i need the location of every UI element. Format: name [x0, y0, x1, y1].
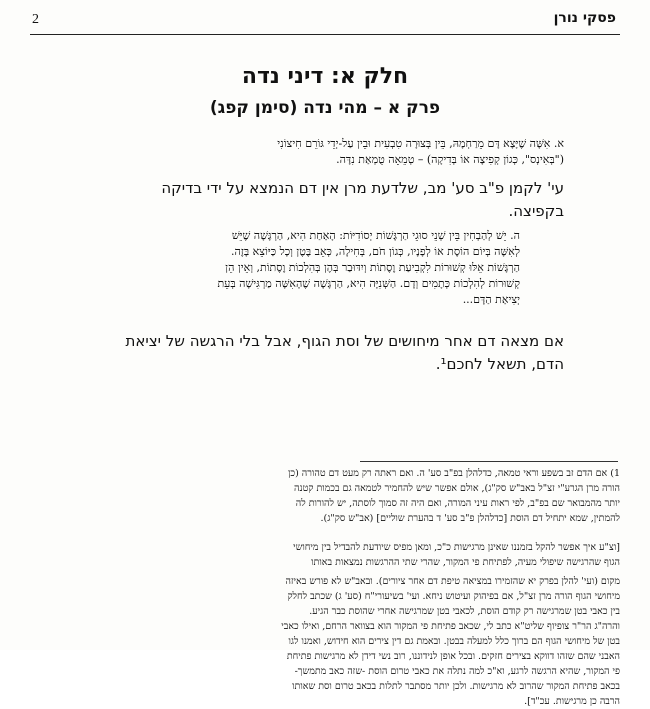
- footnote-line: פי המקור, שהיא הרגשה לרגע, וא"כ למה נתלה את כאבי טרום הוסת -שזה כאב מתמשך-: [294, 666, 620, 677]
- commentary-paragraph-2: [40, 330, 564, 376]
- body-line: אם מצאה דם אחר מיחושים של וסת הגוף, אבל בלי הרגשה של יציאת: [125, 332, 564, 350]
- part-title: חלק א: דיני נדה: [241, 64, 409, 89]
- quote-line: הַרְגָּשׁוֹת אֵלּוּ קְשׁוּרוֹת לִקְבִיעַת וֶסֶתוֹת וְיִדּוּבַר בְּהֶן בְּהִלְכוֹת וֶסֶתוֹת, וְאֵין הֵן: [225, 261, 520, 274]
- chapter-title: פרק א – מהי נדה (סימן קפג): [209, 98, 441, 118]
- footnote-line: הרבה כן מרגישות. עכ"ד].: [524, 696, 620, 707]
- footnote-line: מקום (ועי' להלן בפרק יא שהזמירו במציאה טיפת דם אחר ציורים). ובאב"ש לא פורש באיזה: [285, 576, 620, 587]
- body-line: הדם, תשאל לחכם¹.: [435, 355, 564, 373]
- commentary-paragraph-1: [40, 177, 564, 223]
- footnote-line: הגוף שהרגישה שיפולי מעיה, לפתיחת פי המקור, שהרי שתי ההרגשות נמצאות באותו: [311, 557, 620, 568]
- running-header: [30, 8, 620, 35]
- running-title: פסקי נורן: [553, 10, 616, 26]
- footnote-line: בטן של מיחושי הגוף הם ברוך כלל למעלה בבטן. ובאמת גם דין צירים הוא חידוש, ואמנו לגו: [288, 636, 620, 647]
- quote-line: ("בְּאִינְס", כְּגוֹן קְפִיצָה אוֹ בְּדִיקָה) – טְמֵאָה טֻמְאַת נִדָּה.: [336, 153, 564, 166]
- footnote-line: והרה"ג הר"ר צופיוף שליט"א כתב לי, שכאב פתיחת פי המקור הוא בצוואר הרחם, ואילו כאבי: [281, 621, 620, 632]
- body-line: בקפיצה.: [508, 202, 564, 220]
- quote-line: ה. יֵשׁ לְהַבְחִין בֵּין שְׁנֵי סוּגֵי הַרְגָּשׁוֹת יְסוֹדִיּוֹת: הָאַחַת הִיא, הַרְגָּשָׁה שֶׁיֵּשׁ: [231, 229, 520, 242]
- quote-line: קְשׁוּרוֹת לְהִלְכוֹת כְּתָמִים וְדָם. הַשְּׁנִיָּה הִיא, הַרְגָּשָׁה שֶׁהָאִשָּׁה מַרְגִּישָׁה בְּעֵת: [217, 277, 520, 290]
- footnote-line: יותר מהמבואר שם בפ"ב, לפי ראות עיני המורה, ואם היה זה סמוך לוסתה, יש להורות לה: [295, 498, 620, 509]
- page-number: 2: [32, 12, 39, 27]
- footnote-note-1: [40, 540, 620, 570]
- footnote-note-2: [40, 574, 620, 709]
- footnote-line: בכאב פתיחת המקור שהרוב לא מרגישות. ולכן יותר מסתבר לתלות בכאב טרום וסת שאותו: [292, 681, 620, 692]
- quote-line: לְאִשָּׁה בְּיוֹם הוֹסֶת אוֹ לְפָנָיו, כְּגוֹן חֹם, בְּחִילָה, כְּאֵב בֶּטֶן וְכָל כַּיּוֹצֵא בָּזֶה.: [230, 245, 520, 258]
- footnote-line: בין כאבי בטן שמרגישה רק קודם הוסת, לכאבי בטן שמרגישה אחרי שהוסת כבר הגיע.: [309, 606, 620, 617]
- footnote-line: [וצ"ע איך אפשר להקל בזמננו שאינן מרגישות כ"כ, ומאן מפיס שיודעת להבדיל בין מיחושי: [293, 542, 620, 553]
- footnote-divider: [360, 461, 618, 462]
- footnote-1: [40, 466, 620, 526]
- body-line: עי' לקמן פ"ב סע' מב, שלדעת מרן אין דם הנמצא על ידי בדיקה: [161, 179, 564, 197]
- footnote-line: להמתין, שמא יתחיל דם הוסת [כדלהלן פ"ב סע' ד בהערת שוליים] (אב"ש סק"ג).: [320, 513, 620, 524]
- footnote-line: 1) אם הדם זב בשפע וראי טמאה, כדלהלן בפ"ב סע' ה. ואם ראתה רק מעט דם טהורה (כן: [288, 468, 620, 479]
- footnote-line: הורה מרן הגרע"י זצ"ל באב"ש סק"ג), אולם אפשר שיש להחמיר לטמאה גם בכמות קטנה: [294, 483, 620, 494]
- quote-line: יְצִיאַת הַדָּם...: [462, 293, 520, 306]
- footnote-line: האבני שהם שזהו דווקא בצירים חזקים. ובכל אופן לנידוננו, רוב נשי דידן לא מרגישות פתיחת: [286, 651, 620, 662]
- quote-line: א. אִשָּׁה שֶׁיָּצָא דָּם מֵרַחְמָהּ, בֵּין בְּצוּרָה טִבְעִית וּבֵין עַל-יְדֵי גּוֹרֵם חִיצוֹנִי: [277, 137, 564, 150]
- footnote-line: מיחושי הגוף הורה מרן זצ"ל, אם בפיהוק ועיטוש ניחא. ועי' בשיעורי"ח (סע' ג) שכתב לחלק: [287, 591, 620, 602]
- halacha-quote-2: [100, 228, 520, 308]
- halacha-quote-1: [120, 136, 564, 168]
